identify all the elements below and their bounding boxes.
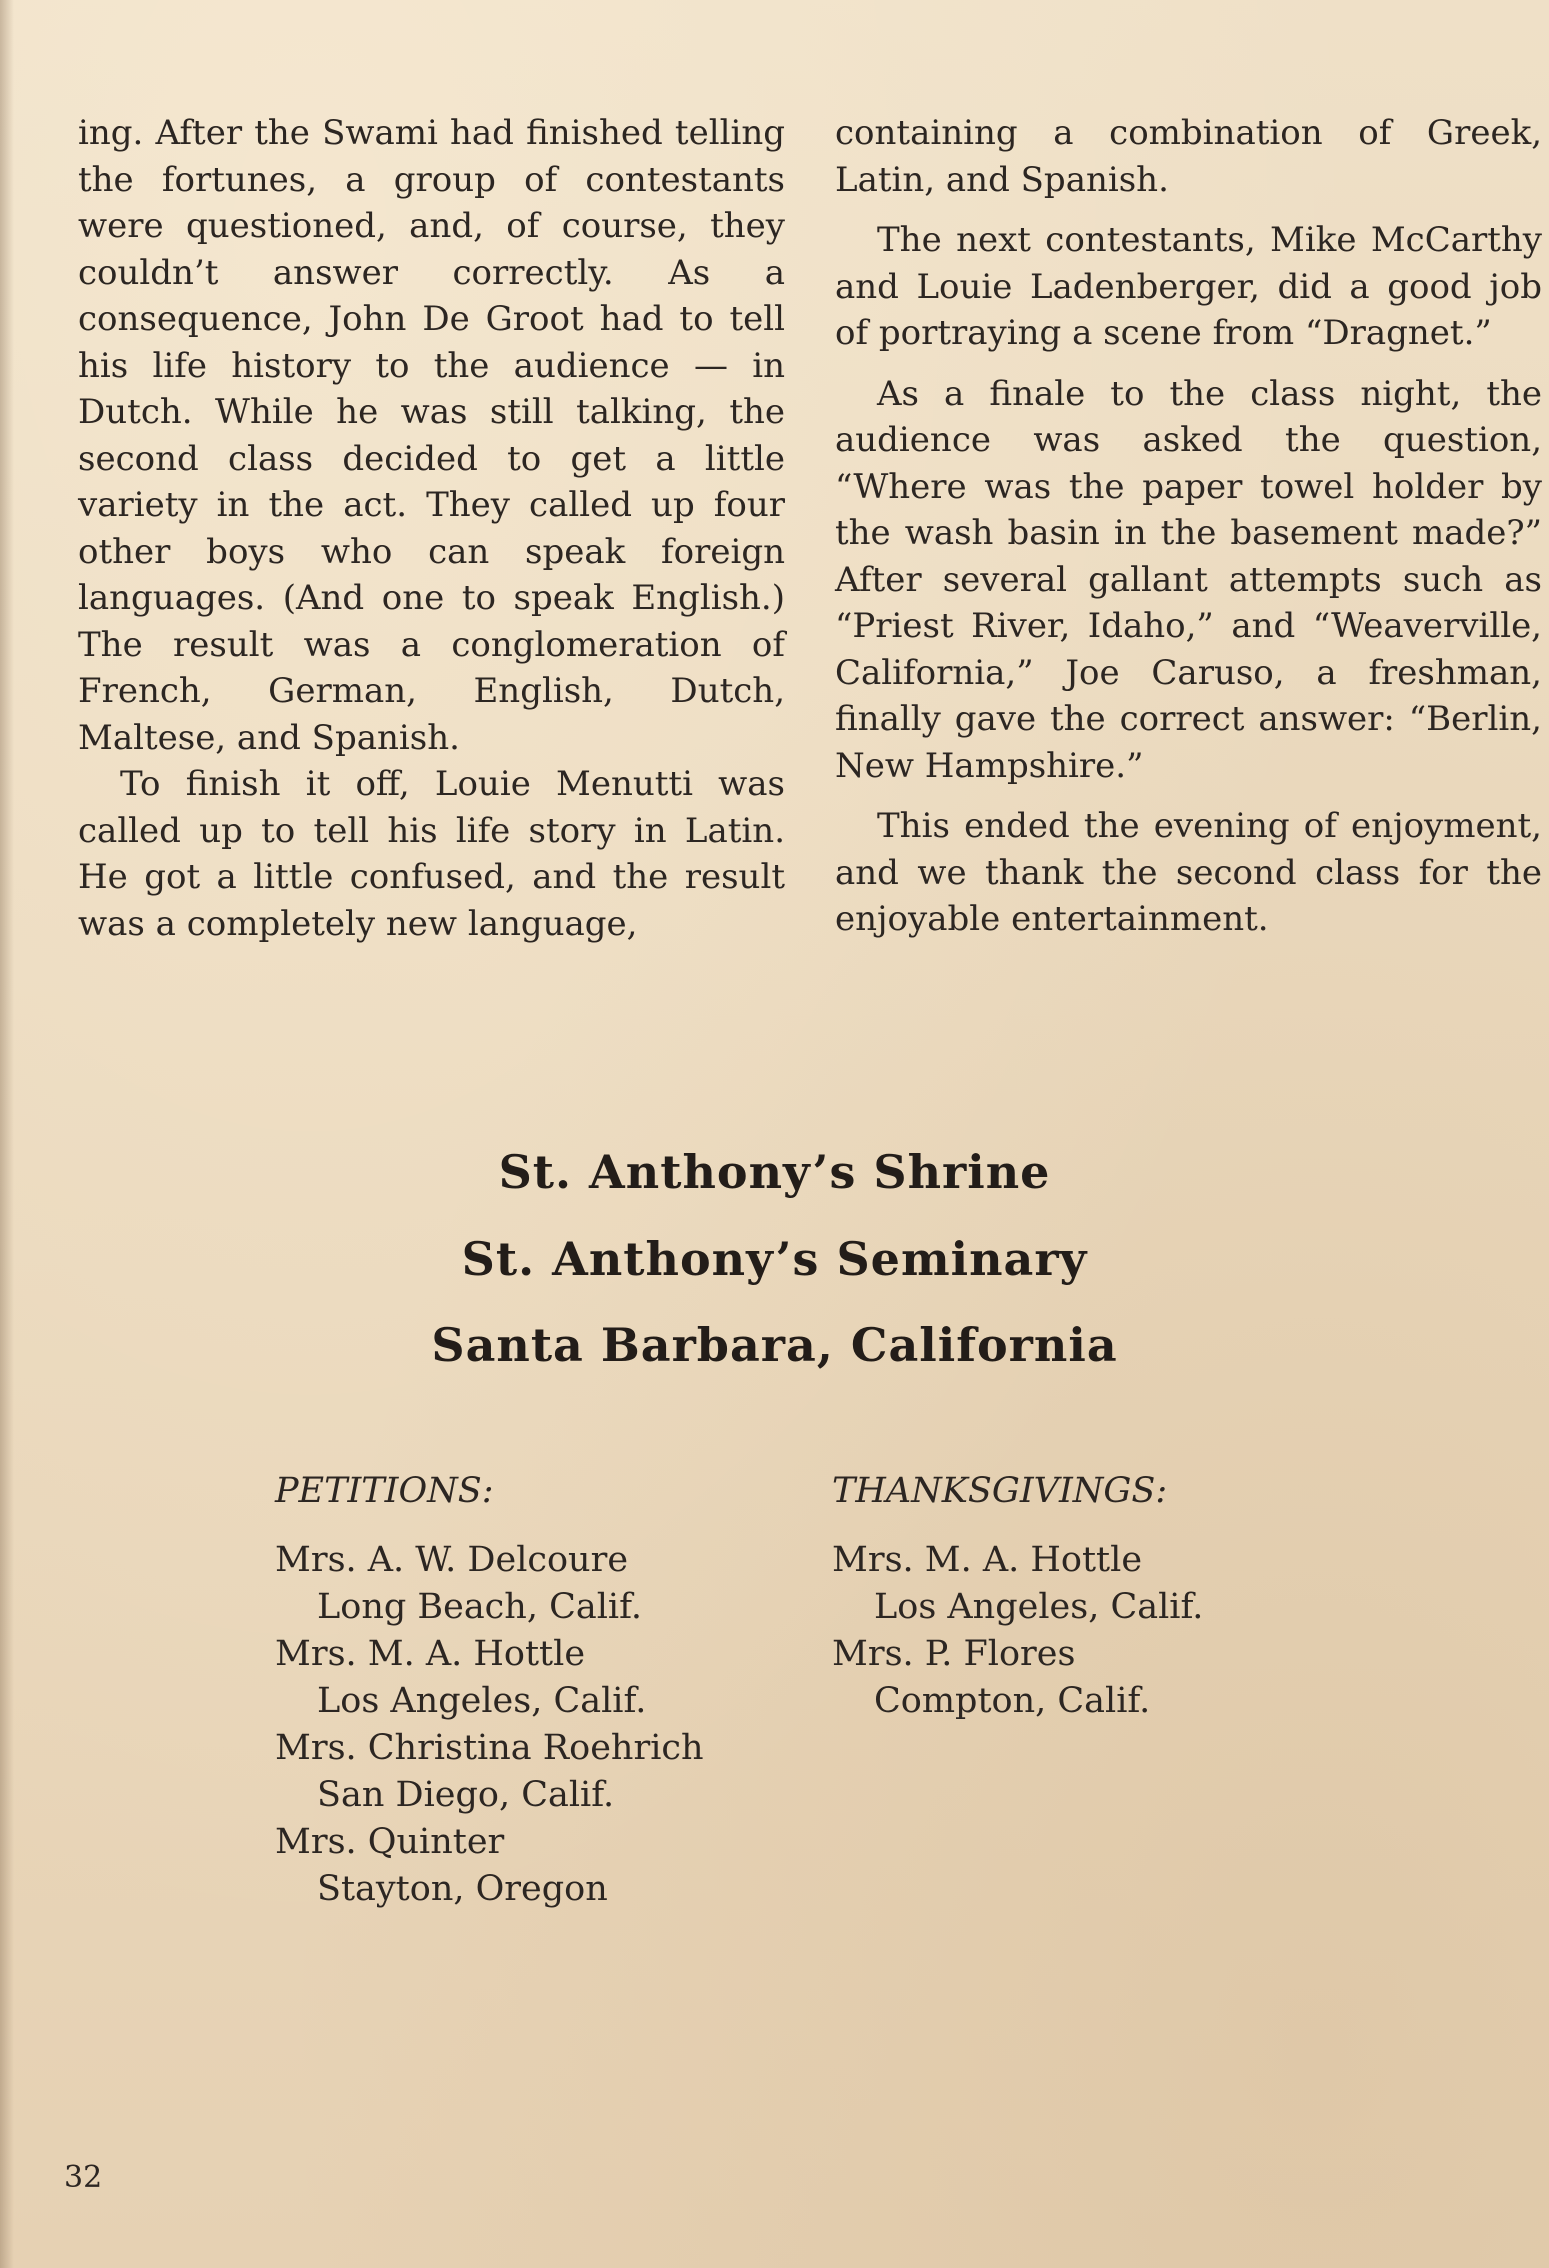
page-number: 32 [64, 2160, 103, 2195]
article-left-column [78, 110, 785, 947]
article-paragraph: As a finale to the class night, the audience was asked the question, “Where was the paper towel holder by the wash basin in the basement made?” After several gallant attempts such as “Priest River, Idaho,” and “Weaverville, California,” Joe Caruso, a freshman, finally gave the correct answer: “Berlin, New Hampshire.” [835, 373, 1542, 786]
seminary-title: St. Anthony’s Seminary [461, 1232, 1088, 1286]
article-paragraph: This ended the evening of enjoyment, and we thank the second class for the enjoyable entertainment. [835, 806, 1542, 939]
article-paragraph: The next contestants, Mike McCarthy and Louie Ladenberger, did a good job of portraying a scene from “Dragnet.” [835, 220, 1542, 353]
list-item [275, 1819, 755, 1913]
list-item [832, 1537, 1352, 1631]
entry-place: Long Beach, Calif. [317, 1587, 642, 1627]
entry-name: Mrs. M. A. Hottle [832, 1540, 1143, 1580]
location-title: Santa Barbara, California [431, 1318, 1118, 1372]
entry-name: Mrs. Christina Roehrich [275, 1728, 704, 1768]
thanksgivings-list [832, 1468, 1352, 1725]
shrine-title: St. Anthony’s Shrine [498, 1145, 1051, 1199]
petitions-heading: PETITIONS: [275, 1471, 494, 1511]
entry-name: Mrs. Quinter [275, 1822, 505, 1862]
entry-place: Compton, Calif. [874, 1681, 1151, 1721]
entry-place: Los Angeles, Calif. [317, 1681, 647, 1721]
entry-place: Stayton, Oregon [317, 1869, 608, 1909]
list-item [832, 1631, 1352, 1725]
entry-place: Los Angeles, Calif. [874, 1587, 1204, 1627]
binding-edge-shadow [0, 0, 14, 2268]
petitions-list [275, 1468, 755, 1913]
article-paragraph: ing. After the Swami had finished telling the fortunes, a group of contestants were questioned, and, of course, they couldn’t answer correctly. As a consequence, John De Groot had to tell his life history to the audience — in Dutch. While he was still talking, the second class decided to get a little variety in the act. They called up four other boys who can speak foreign languages. (And one to speak English.) The result was a conglomeration of French, German, English, Dutch, Maltese, and Spanish. [78, 113, 785, 758]
entry-name: Mrs. P. Flores [832, 1634, 1076, 1674]
article-right-column [835, 110, 1542, 943]
entry-name: Mrs. A. W. Delcoure [275, 1540, 629, 1580]
list-item [275, 1537, 755, 1631]
article-paragraph: To finish it off, Louie Menutti was called up to tell his life story in Latin. He got a little confused, and the result was a completely new language, [78, 764, 785, 944]
entry-name: Mrs. M. A. Hottle [275, 1634, 586, 1674]
article-paragraph: containing a combination of Greek, Latin, and Spanish. [835, 113, 1542, 200]
entry-place: San Diego, Calif. [317, 1775, 615, 1815]
list-item [275, 1631, 755, 1725]
thanksgivings-heading: THANKSGIVINGS: [832, 1471, 1168, 1511]
list-item [275, 1725, 755, 1819]
